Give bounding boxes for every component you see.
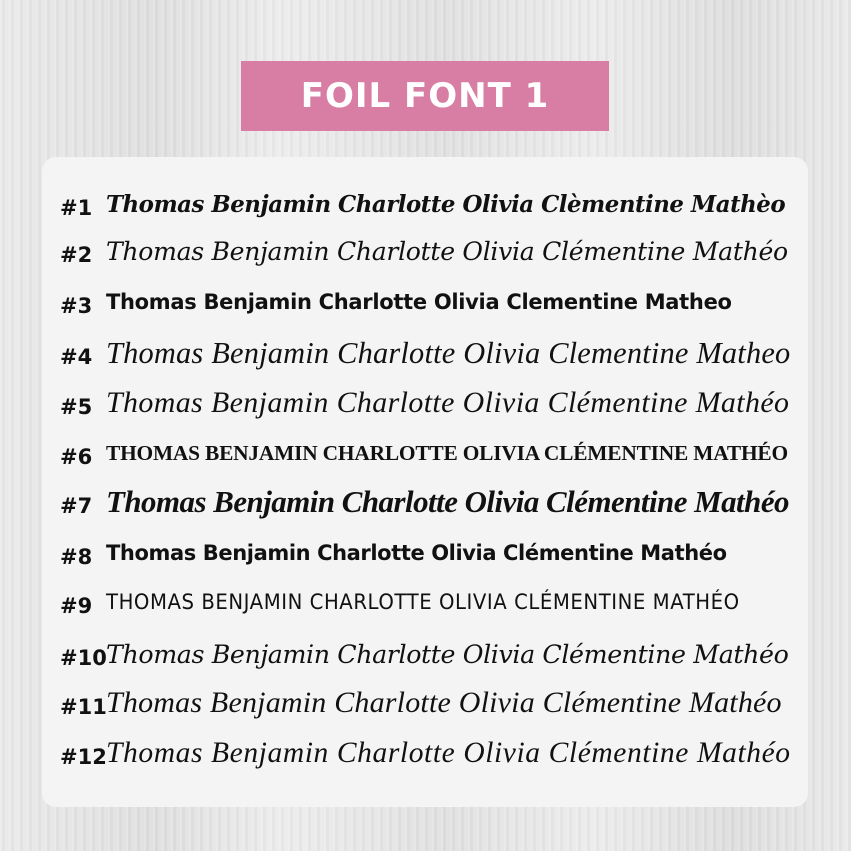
font-sample: Thomas Benjamin Charlotte Olivia Clémentine Mathéo bbox=[106, 236, 788, 266]
font-number: #2 bbox=[60, 243, 93, 267]
font-number: #11 bbox=[60, 695, 107, 719]
font-row-7 bbox=[60, 480, 790, 524]
font-sample: Thomas Benjamin Charlotte Olivia Clémentine Mathéo bbox=[106, 686, 782, 719]
font-number: #1 bbox=[60, 196, 93, 220]
font-row-3 bbox=[60, 280, 790, 324]
font-number: #4 bbox=[60, 345, 93, 369]
font-row-9 bbox=[60, 580, 790, 624]
title-text: FOIL FONT 1 bbox=[300, 76, 550, 116]
font-row-1 bbox=[60, 182, 790, 226]
font-row-6 bbox=[60, 431, 790, 475]
font-row-8 bbox=[60, 531, 790, 575]
font-sample: Thomas Benjamin Charlotte Olivia Clémentine Mathéo bbox=[106, 736, 791, 769]
font-number: #6 bbox=[60, 445, 93, 469]
title-banner bbox=[241, 61, 609, 131]
font-sample: Thomas Benjamin Charlotte Olivia Clementine Matheo bbox=[106, 290, 732, 314]
font-sample: THOMAS BENJAMIN CHARLOTTE OLIVIA CLÉMENTINE MATHÉO bbox=[106, 589, 740, 615]
font-number: #7 bbox=[60, 494, 93, 518]
font-sample: Thomas Benjamin Charlotte Olivia Clémentine Mathéo bbox=[106, 541, 727, 565]
font-number: #8 bbox=[60, 545, 93, 569]
font-row-2 bbox=[60, 229, 790, 273]
font-row-5 bbox=[60, 381, 790, 425]
font-sample: Thomas Benjamin Charlotte Olivia Clémentine Mathéo bbox=[106, 639, 789, 669]
font-row-12 bbox=[60, 731, 790, 775]
font-number: #12 bbox=[60, 745, 107, 769]
font-sample: Thomas Benjamin Charlotte Olivia Clèmentine Mathèo bbox=[106, 190, 786, 218]
font-sample: THOMAS BENJAMIN CHARLOTTE OLIVIA CLÉMENTINE MATHÉO bbox=[106, 440, 788, 465]
font-row-11 bbox=[60, 681, 790, 725]
font-number: #10 bbox=[60, 646, 107, 670]
font-number: #3 bbox=[60, 294, 93, 318]
font-number: #9 bbox=[60, 594, 93, 618]
font-number: #5 bbox=[60, 395, 93, 419]
font-sample: Thomas Benjamin Charlotte Olivia Clementine Matheo bbox=[106, 335, 791, 370]
font-row-10 bbox=[60, 632, 790, 676]
font-sample: Thomas Benjamin Charlotte Olivia Clémentine Mathéo bbox=[106, 484, 789, 519]
font-row-4 bbox=[60, 331, 790, 375]
font-sample: Thomas Benjamin Charlotte Olivia Clémentine Mathéo bbox=[106, 386, 790, 419]
